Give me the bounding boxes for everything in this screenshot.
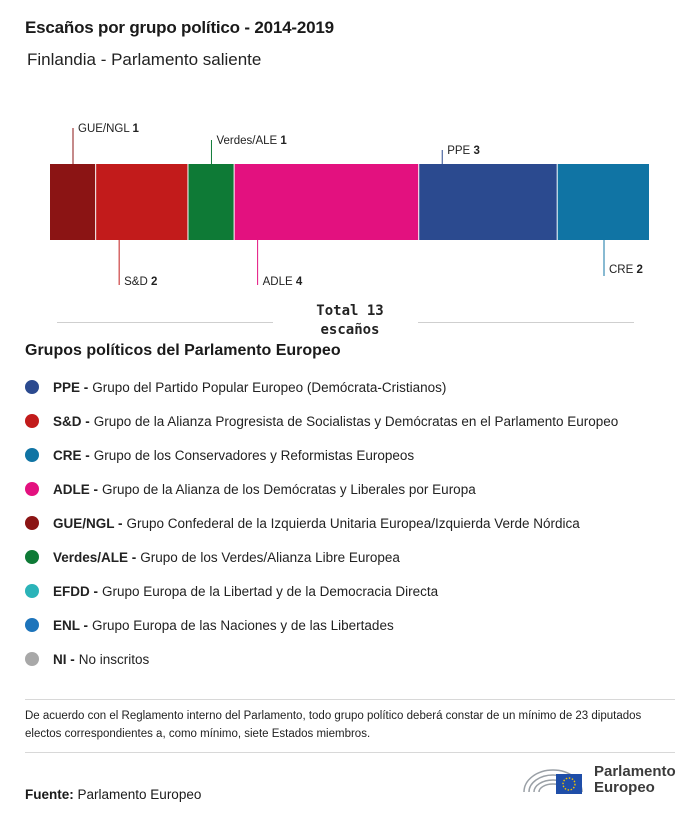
legend-group-abbr: EFDD - [53,583,98,599]
legend-group-abbr: CRE - [53,447,90,463]
total-divider-right [418,322,634,323]
logo-line-2: Europeo [594,779,655,796]
legend-group-desc: Grupo de los Conservadores y Reformistas Europeos [93,447,415,463]
legend-swatch [25,414,39,428]
legend-item [25,370,618,404]
stacked-seat-bar-chart [0,120,700,285]
legend-group-abbr: NI - [53,651,75,667]
legend-item [25,438,618,472]
legend-group-desc: Grupo Confederal de la Izquierda Unitaria Europea/Izquierda Verde Nórdica [126,515,580,531]
total-seats-label [290,302,410,340]
legend-group-desc: Grupo Europa de la Libertad y de la Democracia Directa [102,583,439,599]
chart-subtitle: Finlandia - Parlamento saliente [27,50,262,69]
legend-group-abbr: ADLE - [53,481,98,497]
legend-group-desc: Grupo Europa de las Naciones y de las Libertades [92,617,394,633]
legend-swatch [25,550,39,564]
legend-item [25,642,618,676]
bar-segment-cre [558,164,649,240]
total-seats-value: Total 13 [316,303,384,319]
bar-segment-gue-ngl [50,164,95,240]
bar-segment-verdes-ale [188,164,233,240]
legend-swatch [25,652,39,666]
total-divider-left [57,322,273,323]
legend-title: Grupos políticos del Parlamento Europeo [25,342,341,359]
data-label-adle: ADLE 4 [262,276,303,285]
legend-group-desc: Grupo de los Verdes/Alianza Libre Europea [140,549,400,565]
legend-item [25,506,618,540]
data-label-cre: CRE 2 [609,264,643,276]
legend-swatch [25,448,39,462]
legend-item [25,540,618,574]
bar-segment-s-d [96,164,187,240]
footnote: De acuerdo con el Reglamento interno del Parlamento, todo grupo político deberá constar de un mínimo de 23 diputados electos correspondientes a, como mínimo, siete Estados miembros. [25,710,642,740]
european-parliament-logo [520,762,676,798]
legend-group-desc: Grupo de la Alianza de los Demócratas y Liberales por Europa [102,481,476,497]
divider [25,699,675,700]
legend-group-abbr: PPE - [53,379,89,395]
legend-group-desc: Grupo de la Alianza Progresista de Socialistas y Demócratas en el Parlamento Europeo [93,413,619,429]
legend [25,370,618,676]
legend-item [25,608,618,642]
bar-segment-ppe [419,164,556,240]
logo-line-1: Parlamento [594,763,676,780]
data-label-gue-ngl: GUE/NGL 1 [78,123,139,135]
divider [25,752,675,753]
legend-group-abbr: GUE/NGL - [53,515,123,531]
data-label-ppe: PPE 3 [447,145,480,157]
legend-group-abbr: ENL - [53,617,89,633]
legend-swatch [25,380,39,394]
legend-swatch [25,618,39,632]
legend-item [25,574,618,608]
legend-group-desc: No inscritos [78,651,150,667]
legend-swatch [25,482,39,496]
total-seats-unit: escaños [320,322,380,338]
legend-swatch [25,516,39,530]
source-value: Parlamento Europeo [77,787,202,802]
bar-segment-adle [235,164,419,240]
data-label-verdes-ale: Verdes/ALE 1 [216,135,287,147]
legend-item [25,404,618,438]
legend-group-abbr: S&D - [53,413,90,429]
european-parliament-logo-icon [520,762,586,798]
chart-title: Escaños por grupo político - 2014-2019 [25,18,334,37]
legend-group-desc: Grupo del Partido Popular Europeo (Demócrata-Cristianos) [92,379,447,395]
source-label: Fuente: [25,787,74,802]
data-label-s-d: S&D 2 [124,276,158,285]
source [25,787,201,802]
legend-swatch [25,584,39,598]
legend-item [25,472,618,506]
legend-group-abbr: Verdes/ALE - [53,549,137,565]
